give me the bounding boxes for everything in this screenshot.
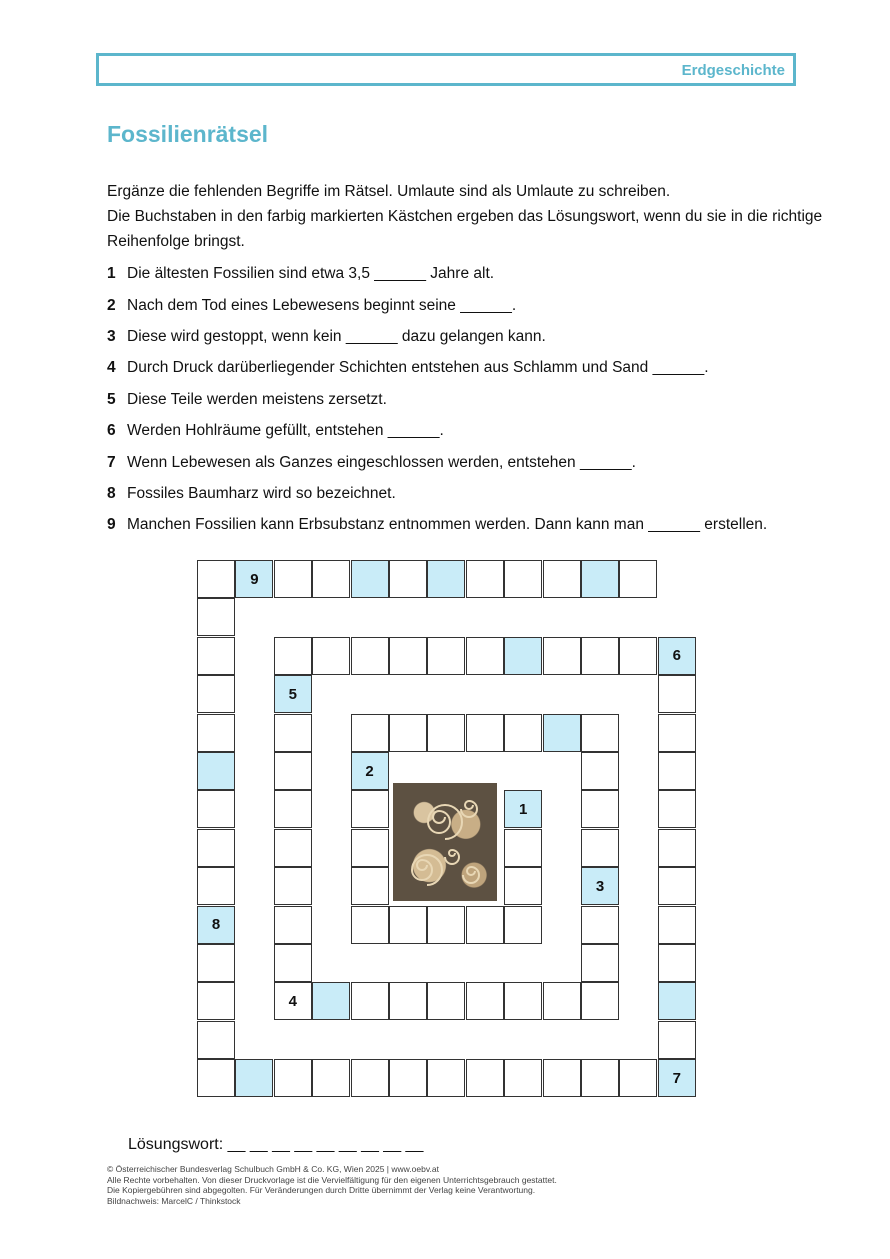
grid-cell[interactable] xyxy=(658,867,696,905)
grid-cell[interactable] xyxy=(351,714,389,752)
grid-cell[interactable] xyxy=(466,982,504,1020)
grid-cell[interactable] xyxy=(389,906,427,944)
grid-cell[interactable] xyxy=(504,982,542,1020)
grid-cell[interactable] xyxy=(581,944,619,982)
grid-cell[interactable] xyxy=(389,982,427,1020)
grid-cell[interactable] xyxy=(389,714,427,752)
grid-cell[interactable] xyxy=(312,560,350,598)
fossil-image xyxy=(393,783,497,901)
grid-cell[interactable] xyxy=(351,790,389,828)
grid-cell[interactable] xyxy=(581,560,619,598)
clue-4 xyxy=(107,358,709,378)
clue-7 xyxy=(107,453,636,473)
clue-number: 9 xyxy=(107,516,116,533)
grid-cell[interactable] xyxy=(274,867,312,905)
grid-cell[interactable] xyxy=(351,1059,389,1097)
grid-cell-numbered[interactable]: 8 xyxy=(197,906,235,944)
grid-cell[interactable] xyxy=(274,637,312,675)
grid-cell[interactable] xyxy=(543,560,581,598)
header-box xyxy=(96,53,796,86)
clue-text: Werden Hohlräume gefüllt, entstehen ______. xyxy=(127,422,444,439)
grid-cell[interactable] xyxy=(658,752,696,790)
grid-cell[interactable] xyxy=(658,1021,696,1059)
grid-cell[interactable] xyxy=(197,560,235,598)
grid-cell[interactable] xyxy=(581,1059,619,1097)
grid-cell[interactable] xyxy=(427,906,465,944)
grid-cell[interactable] xyxy=(351,560,389,598)
grid-cell[interactable] xyxy=(351,829,389,867)
grid-cell[interactable] xyxy=(543,714,581,752)
grid-cell[interactable] xyxy=(504,1059,542,1097)
clue-5 xyxy=(107,390,387,410)
grid-cell[interactable] xyxy=(389,560,427,598)
grid-cell-numbered[interactable]: 2 xyxy=(351,752,389,790)
clue-number: 3 xyxy=(107,328,116,345)
intro-line-1: Ergänze die fehlenden Begriffe im Rätsel. Umlaute sind als Umlaute zu schreiben. xyxy=(107,183,671,200)
grid-cell[interactable] xyxy=(197,1021,235,1059)
grid-cell[interactable] xyxy=(427,714,465,752)
grid-cell-numbered[interactable]: 5 xyxy=(274,675,312,713)
grid-cell[interactable] xyxy=(312,1059,350,1097)
clue-6 xyxy=(107,421,444,441)
clue-number: 8 xyxy=(107,485,116,502)
clue-2 xyxy=(107,296,516,316)
grid-cell[interactable] xyxy=(543,982,581,1020)
grid-cell[interactable] xyxy=(274,944,312,982)
footer-line: Alle Rechte vorbehalten. Von dieser Druckvorlage ist die Vervielfältigung für den eigenen Unterrichtsgebrauch gestattet. xyxy=(107,1174,557,1185)
grid-cell[interactable] xyxy=(543,1059,581,1097)
grid-cell[interactable] xyxy=(197,944,235,982)
grid-cell[interactable] xyxy=(427,1059,465,1097)
clue-text: Manchen Fossilien kann Erbsubstanz entnommen werden. Dann kann man ______ erstellen. xyxy=(127,516,768,533)
grid-cell[interactable] xyxy=(312,637,350,675)
grid-cell[interactable] xyxy=(197,598,235,636)
grid-cell[interactable] xyxy=(619,1059,657,1097)
clue-text: Die ältesten Fossilien sind etwa 3,5 ______ Jahre alt. xyxy=(127,265,495,282)
intro-line-2: Die Buchstaben in den farbig markierten Kästchen ergeben das Lösungswort, wenn du sie in die richtige Reihenfolge bringst. xyxy=(107,208,823,250)
clue-8 xyxy=(107,484,396,504)
grid-cell[interactable] xyxy=(197,675,235,713)
grid-cell[interactable] xyxy=(389,637,427,675)
grid-cell[interactable] xyxy=(504,867,542,905)
grid-cell[interactable] xyxy=(197,982,235,1020)
clue-number: 5 xyxy=(107,391,116,408)
grid-cell[interactable] xyxy=(619,637,657,675)
grid-cell[interactable] xyxy=(351,906,389,944)
grid-cell[interactable] xyxy=(197,1059,235,1097)
grid-cell[interactable] xyxy=(466,906,504,944)
grid-cell[interactable] xyxy=(581,790,619,828)
grid-cell[interactable] xyxy=(581,982,619,1020)
clue-1 xyxy=(107,264,494,284)
grid-cell-numbered[interactable]: 4 xyxy=(274,982,312,1020)
grid-cell[interactable] xyxy=(427,637,465,675)
grid-cell[interactable] xyxy=(274,714,312,752)
grid-cell[interactable] xyxy=(658,982,696,1020)
grid-cell[interactable] xyxy=(466,560,504,598)
grid-cell[interactable] xyxy=(581,752,619,790)
grid-cell[interactable] xyxy=(235,1059,273,1097)
grid-cell[interactable] xyxy=(581,714,619,752)
grid-cell[interactable] xyxy=(274,790,312,828)
grid-cell[interactable] xyxy=(581,829,619,867)
grid-cell[interactable] xyxy=(351,637,389,675)
grid-cell[interactable] xyxy=(619,560,657,598)
grid-cell[interactable] xyxy=(658,790,696,828)
clue-number: 4 xyxy=(107,359,116,376)
grid-cell[interactable] xyxy=(197,867,235,905)
grid-cell-numbered[interactable]: 9 xyxy=(235,560,273,598)
grid-cell[interactable] xyxy=(658,714,696,752)
footer-line: Die Kopiergebühren sind abgegolten. Für Veränderungen durch Dritte übernimmt der Verlag keine Verantwortung. xyxy=(107,1185,536,1195)
grid-cell[interactable] xyxy=(581,906,619,944)
page-title: Fossilienrätsel xyxy=(107,121,269,147)
grid-cell[interactable] xyxy=(427,982,465,1020)
grid-cell[interactable] xyxy=(466,1059,504,1097)
clue-text: Fossiles Baumharz wird so bezeichnet. xyxy=(127,485,396,502)
grid-cell[interactable] xyxy=(466,714,504,752)
clue-text: Diese Teile werden meistens zersetzt. xyxy=(127,391,387,408)
grid-cell[interactable] xyxy=(658,944,696,982)
grid-cell[interactable] xyxy=(543,637,581,675)
grid-cell-numbered[interactable]: 6 xyxy=(658,637,696,675)
grid-cell[interactable] xyxy=(504,829,542,867)
grid-cell[interactable] xyxy=(389,1059,427,1097)
grid-cell[interactable] xyxy=(197,637,235,675)
grid-cell[interactable] xyxy=(197,752,235,790)
grid-cell[interactable] xyxy=(658,906,696,944)
grid-cell[interactable] xyxy=(197,790,235,828)
header-label: Erdgeschichte xyxy=(681,62,785,79)
footer-line: Bildnachweis: MarcelC / Thinkstock xyxy=(107,1195,241,1206)
grid-cell[interactable] xyxy=(351,982,389,1020)
grid-cell[interactable] xyxy=(274,906,312,944)
grid-cell[interactable] xyxy=(658,675,696,713)
grid-cell-numbered[interactable]: 1 xyxy=(504,790,542,828)
clue-9 xyxy=(107,515,767,535)
ammonite-icon xyxy=(393,783,497,901)
clue-number: 2 xyxy=(107,297,116,314)
grid-cell[interactable] xyxy=(197,714,235,752)
grid-cell[interactable] xyxy=(504,637,542,675)
clue-text: Wenn Lebewesen als Ganzes eingeschlossen werden, entstehen ______. xyxy=(127,454,636,471)
clue-number: 1 xyxy=(107,265,116,282)
grid-cell[interactable] xyxy=(274,829,312,867)
clue-3 xyxy=(107,327,546,347)
clue-text: Nach dem Tod eines Lebewesens beginnt seine ______. xyxy=(127,297,517,314)
grid-cell[interactable] xyxy=(658,829,696,867)
grid-cell[interactable] xyxy=(351,867,389,905)
grid-cell[interactable] xyxy=(274,1059,312,1097)
grid-cell-numbered[interactable]: 7 xyxy=(658,1059,696,1097)
grid-cell[interactable] xyxy=(427,560,465,598)
grid-cell[interactable] xyxy=(197,829,235,867)
grid-cell[interactable] xyxy=(504,906,542,944)
loesungswort: Lösungswort: __ __ __ __ __ __ __ __ __ xyxy=(128,1136,424,1153)
grid-cell[interactable] xyxy=(504,560,542,598)
grid-cell[interactable] xyxy=(504,714,542,752)
clue-text: Durch Druck darüberliegender Schichten entstehen aus Schlamm und Sand ______. xyxy=(127,359,709,376)
grid-cell[interactable] xyxy=(274,560,312,598)
grid-cell[interactable] xyxy=(274,752,312,790)
grid-cell[interactable] xyxy=(466,637,504,675)
footer-line: © Österreichischer Bundesverlag Schulbuch GmbH & Co. KG, Wien 2025 | www.oebv.at xyxy=(107,1164,439,1174)
grid-cell[interactable] xyxy=(312,982,350,1020)
grid-cell[interactable] xyxy=(581,637,619,675)
clue-number: 7 xyxy=(107,454,116,471)
footer xyxy=(107,1164,557,1206)
clue-number: 6 xyxy=(107,422,116,439)
clue-text: Diese wird gestoppt, wenn kein ______ dazu gelangen kann. xyxy=(127,328,546,345)
grid-cell-numbered[interactable]: 3 xyxy=(581,867,619,905)
